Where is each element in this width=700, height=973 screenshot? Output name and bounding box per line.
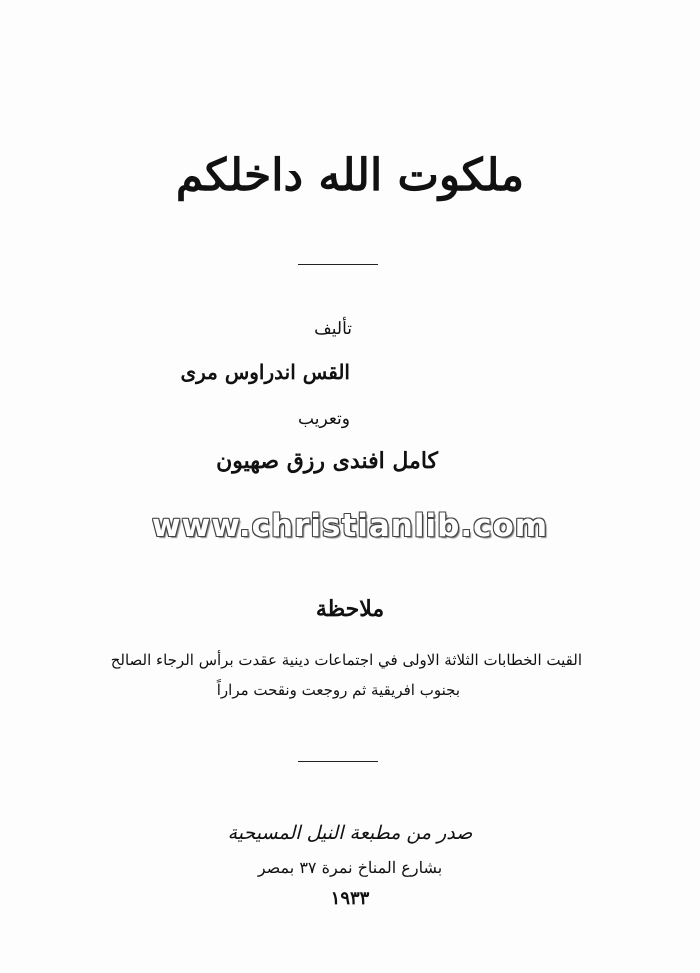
author-name: القس اندراوس مرى — [180, 360, 350, 384]
book-title: ملكوت الله داخلكم — [175, 150, 525, 201]
note-text-line-2: بجنوب افريقية ثم روجعت ونقحت مراراً — [216, 681, 460, 699]
divider-top — [298, 264, 378, 265]
publisher-line: صدر من مطبعة النيل المسيحية — [227, 822, 473, 844]
authored-by-label: تأليف — [314, 319, 352, 339]
website-watermark: www.christianlib.com — [151, 508, 549, 544]
note-text-line-1: القيت الخطابات الثلاثة الاولى في اجتماعات دينية عقدت برأس الرجاء الصالح — [110, 651, 582, 669]
translated-by-label: وتعريب — [298, 409, 350, 429]
translator-name: كامل افندى رزق صهيون — [216, 448, 438, 474]
divider-bottom — [298, 761, 378, 762]
note-heading: ملاحظة — [315, 596, 385, 622]
publication-year: ١٩٣٣ — [330, 888, 370, 909]
publisher-address: بشارع المناخ نمرة ٣٧ بمصر — [257, 858, 443, 877]
